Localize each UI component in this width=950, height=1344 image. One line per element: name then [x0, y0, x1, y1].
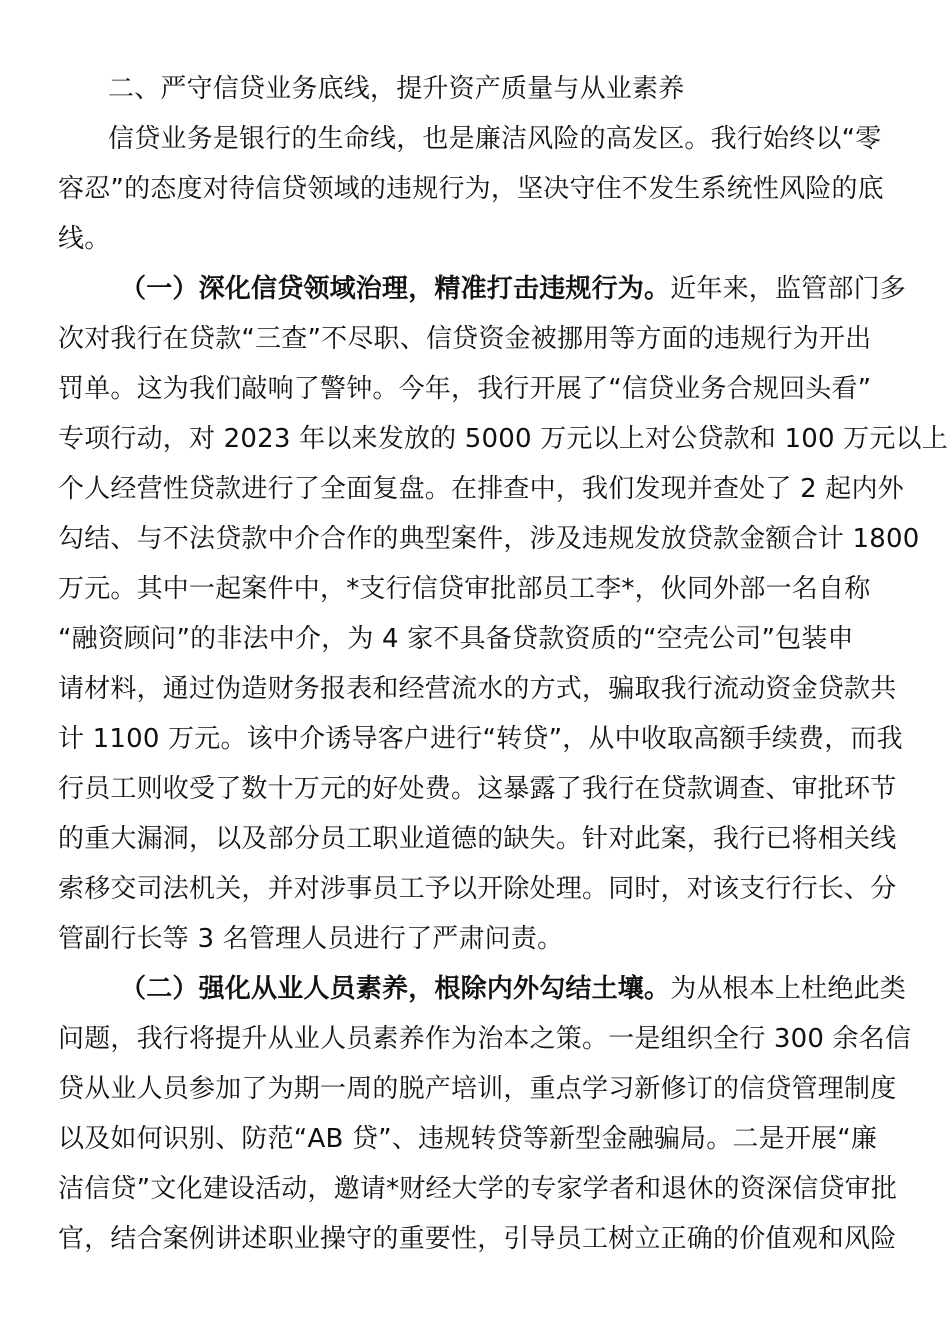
- paragraph-line: 官，结合案例讲述职业操守的重要性，引导员工树立正确的价值观和风险: [58, 1224, 897, 1254]
- paragraph-line: 问题，我行将提升从业人员素养作为治本之策。一是组织全行 300 余名信: [58, 1024, 912, 1054]
- paragraph-line: 容忍”的态度对待信贷领域的违规行为，坚决守住不发生系统性风险的底: [58, 174, 884, 204]
- paragraph-line: “融资顾问”的非法中介，为 4 家不具备贷款资质的“空壳公司”包装申: [58, 624, 854, 654]
- paragraph-line: 计 1100 万元。该中介诱导客户进行“转贷”，从中收取高额手续费，而我: [58, 724, 903, 754]
- paragraph-line: 的重大漏洞，以及部分员工职业道德的缺失。针对此案，我行已将相关线: [58, 824, 897, 854]
- paragraph-line: 索移交司法机关，并对涉事员工予以开除处理。同时，对该支行行长、分: [58, 874, 897, 904]
- paragraph-line: 勾结、与不法贷款中介合作的典型案件，涉及违规发放贷款金额合计 1800: [58, 524, 920, 554]
- paragraph-line: 专项行动，对 2023 年以来发放的 5000 万元以上对公贷款和 100 万元以上: [58, 424, 948, 454]
- subsection-line: （二）强化从业人员素养，根除内外勾结土壤。为从根本上杜绝此类: [120, 974, 907, 1004]
- subsection-title: （一）深化信贷领域治理，精准打击违规行为。: [120, 274, 671, 304]
- paragraph-line: 万元。其中一起案件中，*支行信贷审批部员工李*，伙同外部一名自称: [58, 574, 871, 604]
- paragraph-line: 请材料，通过伪造财务报表和经营流水的方式，骗取我行流动资金贷款共: [58, 674, 897, 704]
- section-heading: 二、严守信贷业务底线，提升资产质量与从业素养: [108, 74, 685, 104]
- paragraph-line: 贷从业人员参加了为期一周的脱产培训，重点学习新修订的信贷管理制度: [58, 1074, 897, 1104]
- paragraph-line: 行员工则收受了数十万元的好处费。这暴露了我行在贷款调查、审批环节: [58, 774, 897, 804]
- paragraph-line: 罚单。这为我们敲响了警钟。今年，我行开展了“信贷业务合规回头看”: [58, 374, 872, 404]
- paragraph-line: 个人经营性贷款进行了全面复盘。在排查中，我们发现并查处了 2 起内外: [58, 474, 904, 504]
- subsection-title: （二）强化从业人员素养，根除内外勾结土壤。: [120, 974, 671, 1004]
- paragraph-line: 洁信贷”文化建设活动，邀请*财经大学的专家学者和退休的资深信贷审批: [58, 1174, 898, 1204]
- subsection-line: （一）深化信贷领域治理，精准打击违规行为。近年来，监管部门多: [120, 274, 907, 304]
- paragraph-line: 以及如何识别、防范“AB 贷”、违规转贷等新型金融骗局。二是开展“廉: [58, 1124, 878, 1154]
- paragraph-line: 管副行长等 3 名管理人员进行了严肃问责。: [58, 924, 564, 954]
- paragraph-line: 信贷业务是银行的生命线，也是廉洁风险的高发区。我行始终以“零: [108, 124, 882, 154]
- paragraph-line: 线。: [58, 224, 111, 254]
- paragraph-line: 次对我行在贷款“三查”不尽职、信贷资金被挪用等方面的违规行为开出: [58, 324, 872, 354]
